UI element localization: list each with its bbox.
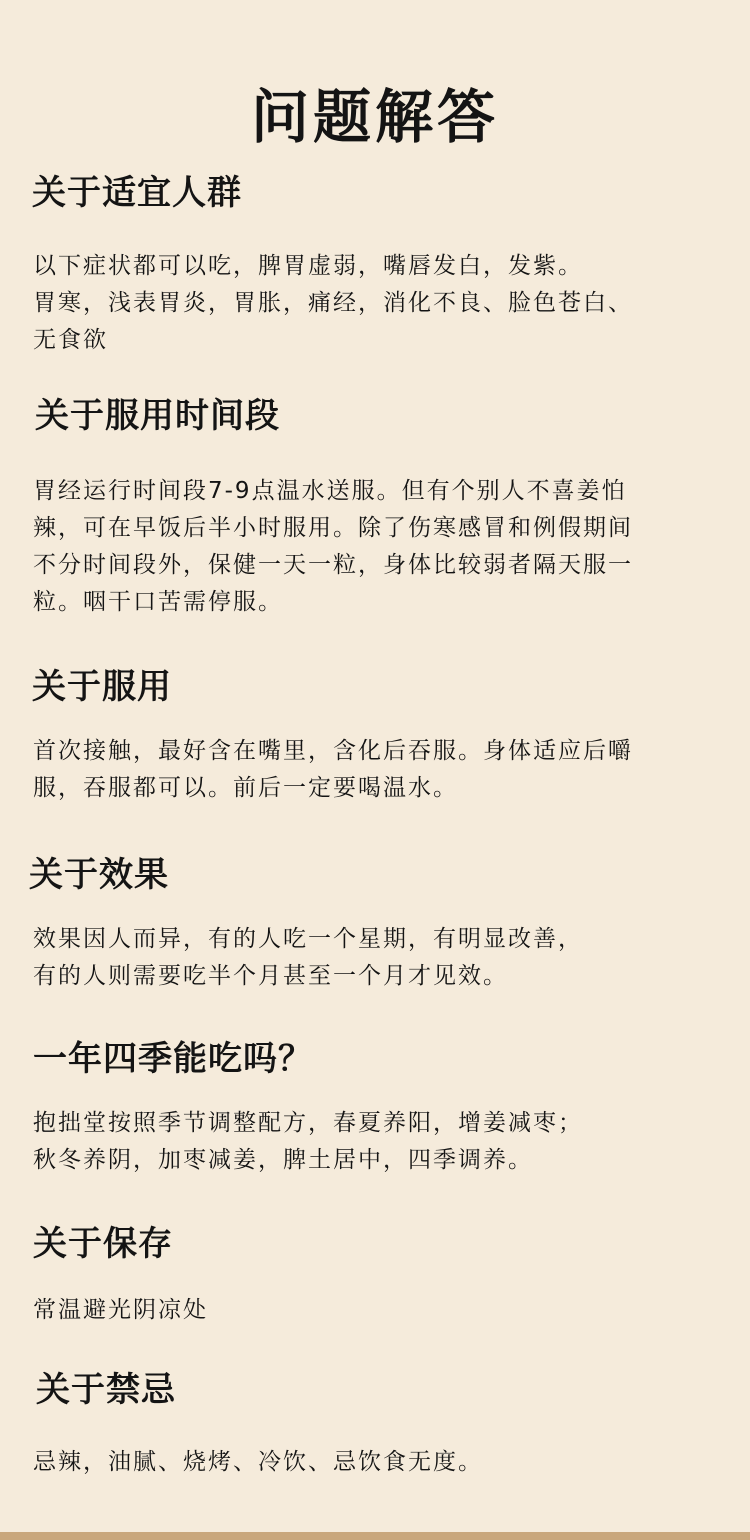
body-line: 秋冬养阴，加枣减姜，脾土居中，四季调养。 <box>33 1147 533 1173</box>
body-line: 服，吞服都可以。前后一定要喝温水。 <box>33 775 458 801</box>
body-line: 胃经运行时间段7-9点温水送服。但有个别人不喜姜怕 <box>33 478 627 504</box>
section-body-suitable-people <box>33 248 717 359</box>
body-line: 粒。咽干口苦需停服。 <box>33 589 283 615</box>
section-heading-dosage-time: 关于服用时间段 <box>35 396 280 436</box>
body-line: 效果因人而异，有的人吃一个星期，有明显改善， <box>33 926 583 952</box>
body-line: 无食欲 <box>33 327 108 353</box>
section-body-how-to-take <box>33 733 717 807</box>
bottom-bar <box>0 1532 750 1540</box>
body-line: 抱拙堂按照季节调整配方，春夏养阳，增姜减枣； <box>33 1110 583 1136</box>
body-line: 首次接触，最好含在嘴里，含化后吞服。身体适应后嚼 <box>33 738 633 764</box>
section-heading-effect: 关于效果 <box>29 855 169 895</box>
body-line: 胃寒，浅表胃炎，胃胀，痛经，消化不良、脸色苍白、 <box>33 290 633 316</box>
body-line: 常温避光阴凉处 <box>33 1297 208 1323</box>
section-heading-suitable-people: 关于适宜人群 <box>32 173 242 213</box>
section-body-contraindications <box>33 1444 717 1481</box>
section-body-storage <box>33 1292 717 1329</box>
section-body-dosage-time <box>33 473 717 621</box>
body-line: 有的人则需要吃半个月甚至一个月才见效。 <box>33 963 508 989</box>
body-line: 不分时间段外，保健一天一粒，身体比较弱者隔天服一 <box>33 552 633 578</box>
section-heading-four-seasons: 一年四季能吃吗？ <box>33 1039 313 1079</box>
page-title: 问题解答 <box>250 82 499 151</box>
section-body-four-seasons <box>33 1105 717 1179</box>
body-line: 辣，可在早饭后半小时服用。除了伤寒感冒和例假期间 <box>33 515 633 541</box>
section-heading-storage: 关于保存 <box>33 1224 173 1264</box>
section-heading-contraindications: 关于禁忌 <box>36 1370 176 1410</box>
body-line: 忌辣，油腻、烧烤、冷饮、忌饮食无度。 <box>33 1449 483 1475</box>
body-line: 以下症状都可以吃，脾胃虚弱，嘴唇发白，发紫。 <box>33 253 583 279</box>
section-body-effect <box>33 921 717 995</box>
section-heading-how-to-take: 关于服用 <box>32 667 172 707</box>
